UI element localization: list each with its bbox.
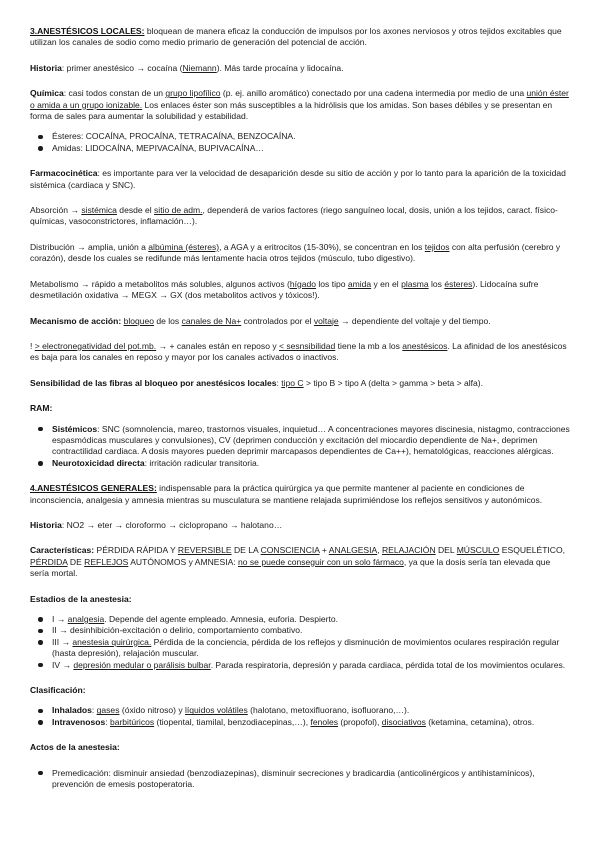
section3-title: 3.ANESTÉSICOS LOCALES: — [30, 26, 145, 36]
estadios-list — [30, 614, 570, 671]
list-item: Neurotoxicidad directa: irritación radicular transitoria. — [52, 458, 570, 469]
absorcion-paragraph: Absorción → sistémica desde el sitio de adm., dependerá de varios factores (riego sanguíneo local, dosis, unión a los tejidos, caract. físico-químicas, vasoconstrictores, inflamación…). — [30, 205, 558, 227]
mecanismo-paragraph: Mecanismo de acción: bloqueo de los canales de Na+ controlados por el voltaje → dependiente del voltaje y del tiempo. — [30, 315, 491, 326]
potencial-paragraph: ! > electronegatividad del pot.mb. → + canales están en reposo y < sesnsibilidad tiene la mb a los anestésicos. La afinidad de los anestésicos es baja para los canales en reposo y mayor por los canales activados o inactivos. — [30, 340, 567, 363]
metabolismo-paragraph: Metabolismo → rápido a metabolitos más solubles, algunos activos (hígado los tipo amida y en el plasma los ésteres). Lidocaína sufre desmetilación oxidativa → MEGX → GX (dos metabolitos activos y tóxicos!). — [30, 278, 539, 301]
actos-heading: Actos de la anestesia: — [30, 742, 120, 753]
ram-heading: RAM: — [30, 403, 53, 414]
section4-title: 4.ANESTÉSICOS GENERALES: — [30, 483, 157, 494]
historia2-paragraph: Historia: NO2 → eter → cloroformo → ciclopropano → halotano… — [30, 519, 283, 530]
clasificacion-list — [30, 705, 570, 728]
clasificacion-heading: Clasificación: — [30, 685, 86, 696]
section3-intro: 3.ANESTÉSICOS LOCALES: bloquean de manera eficaz la conducción de impulsos por los axones nerviosos y otros tejidos excitables que utilizan los canales de sodio como medio primario de generación del potencial de acción. — [30, 26, 562, 48]
distribucion-paragraph: Distribución → amplia, unión a albúmina (ésteres), a AGA y a eritrocitos (15-30%), se concentran en los tejidos con alta perfusión (cerebro y corazón), desde los cuales se redifunde más lentamente hacia otros tejidos (músculo, tubo digestivo). — [30, 241, 561, 264]
list-item: Ésteres: COCAÍNA, PROCAÍNA, TETRACAÍNA, BENZOCAÍNA. — [52, 131, 570, 142]
ester-amide-list — [30, 131, 570, 154]
historia-paragraph: Historia: primer anestésico → cocaína (Niemann). Más tarde procaína y lidocaína. — [30, 62, 344, 73]
sensibilidad-paragraph: Sensibilidad de las fibras al bloqueo por anestésicos locales: tipo C > tipo B > tipo A (delta > gamma > beta > alfa). — [30, 377, 483, 388]
section4-intro: 4.ANESTÉSICOS GENERALES: indispensable para la práctica quirúrgica ya que permite mantener al paciente en condiciones de inconsciencia, analgesia y amnesia mientras su musculatura se mantiene relajada suprimiéndose los reflejos sensitivos y autonómicos. — [30, 483, 543, 505]
list-item: I → analgesia. Depende del agente empleado. Amnesia, euforia. Despierto. — [52, 614, 570, 625]
list-item: III → anestesia quirúrgica. Pérdida de la conciencia, pérdida de los reflejos y disminución de movimientos oculares respiración regular (hasta depresión), relajación muscular. — [52, 637, 570, 660]
estadios-heading: Estadios de la anestesia: — [30, 593, 132, 604]
ram-list — [30, 424, 570, 470]
quimica-paragraph: Química: casi todos constan de un grupo lipofílico (p. ej. anillo aromático) conectado por una cadena intermedia por medio de una unión éster o amida a un grupo ionizable. Los enlaces éster son más susceptibles a la hidrólisis que los amidas. Son bases débiles y se presentan en forma de sales para aumentar la solubilidad y estabilidad. — [30, 88, 569, 122]
list-item: Intravenosos: barbitúricos (tiopental, tiamilal, benzodiacepinas,…), fenoles (propofol), disociativos (ketamina, cetamina), otros. — [52, 717, 570, 728]
list-item: IV → depresión medular o parálisis bulbar. Parada respiratoria, depresión y parada cardiaca, pérdida total de los movimientos oculares. — [52, 660, 570, 671]
actos-list — [30, 768, 570, 791]
niemann-link[interactable]: Niemann — [182, 62, 217, 73]
list-item: Inhalados: gases (óxido nitroso) y líquidos volátiles (halotano, metoxifluorano, isofluorano,…). — [52, 705, 570, 716]
list-item: Premedicación: disminuir ansiedad (benzodiazepinas), disminuir secreciones y bradicardia (anticolinérgicos y antihistamínicos), prevención de emesis postoperatoria. — [52, 768, 570, 791]
caracteristicas-paragraph: Características: PÉRDIDA RÁPIDA Y REVERSIBLE DE LA CONSCIENCIA + ANALGESIA, RELAJACIÓN DEL MÚSCULO ESQUELÉTICO, PÉRDIDA DE REFLEJOS AUTÓNOMOS y AMNESIA: no se puede conseguir con un solo fármaco, ya que la dosis sería tan elevada que sería mortal. — [30, 545, 565, 579]
list-item: II → desinhibición-excitación o delirio, comportamiento combativo. — [52, 625, 570, 636]
farmacocinetica-paragraph: Farmacocinética: es importante para ver la velocidad de desaparición desde su sitio de acción y por lo tanto para la aparición de la toxicidad sistémica (cardiaca y SNC). — [30, 168, 566, 190]
list-item: Amidas: LIDOCAÍNA, MEPIVACAÍNA, BUPIVACAÍNA… — [52, 143, 570, 154]
list-item: Sistémicos: SNC (somnolencia, mareo, trastornos visuales, inquietud… A concentraciones mayores discinesia, nistagmo, contracciones espasmódicas musculares y convulsiones), CV (deprimen conducción y excitación del miocardio dependiente de Na+, deprimen contractilidad cardiaca. A dosis mayores pueden deprimir marcapasos dependientes de Ca++), hematológicas, reacciones alérgicas. — [52, 423, 570, 457]
